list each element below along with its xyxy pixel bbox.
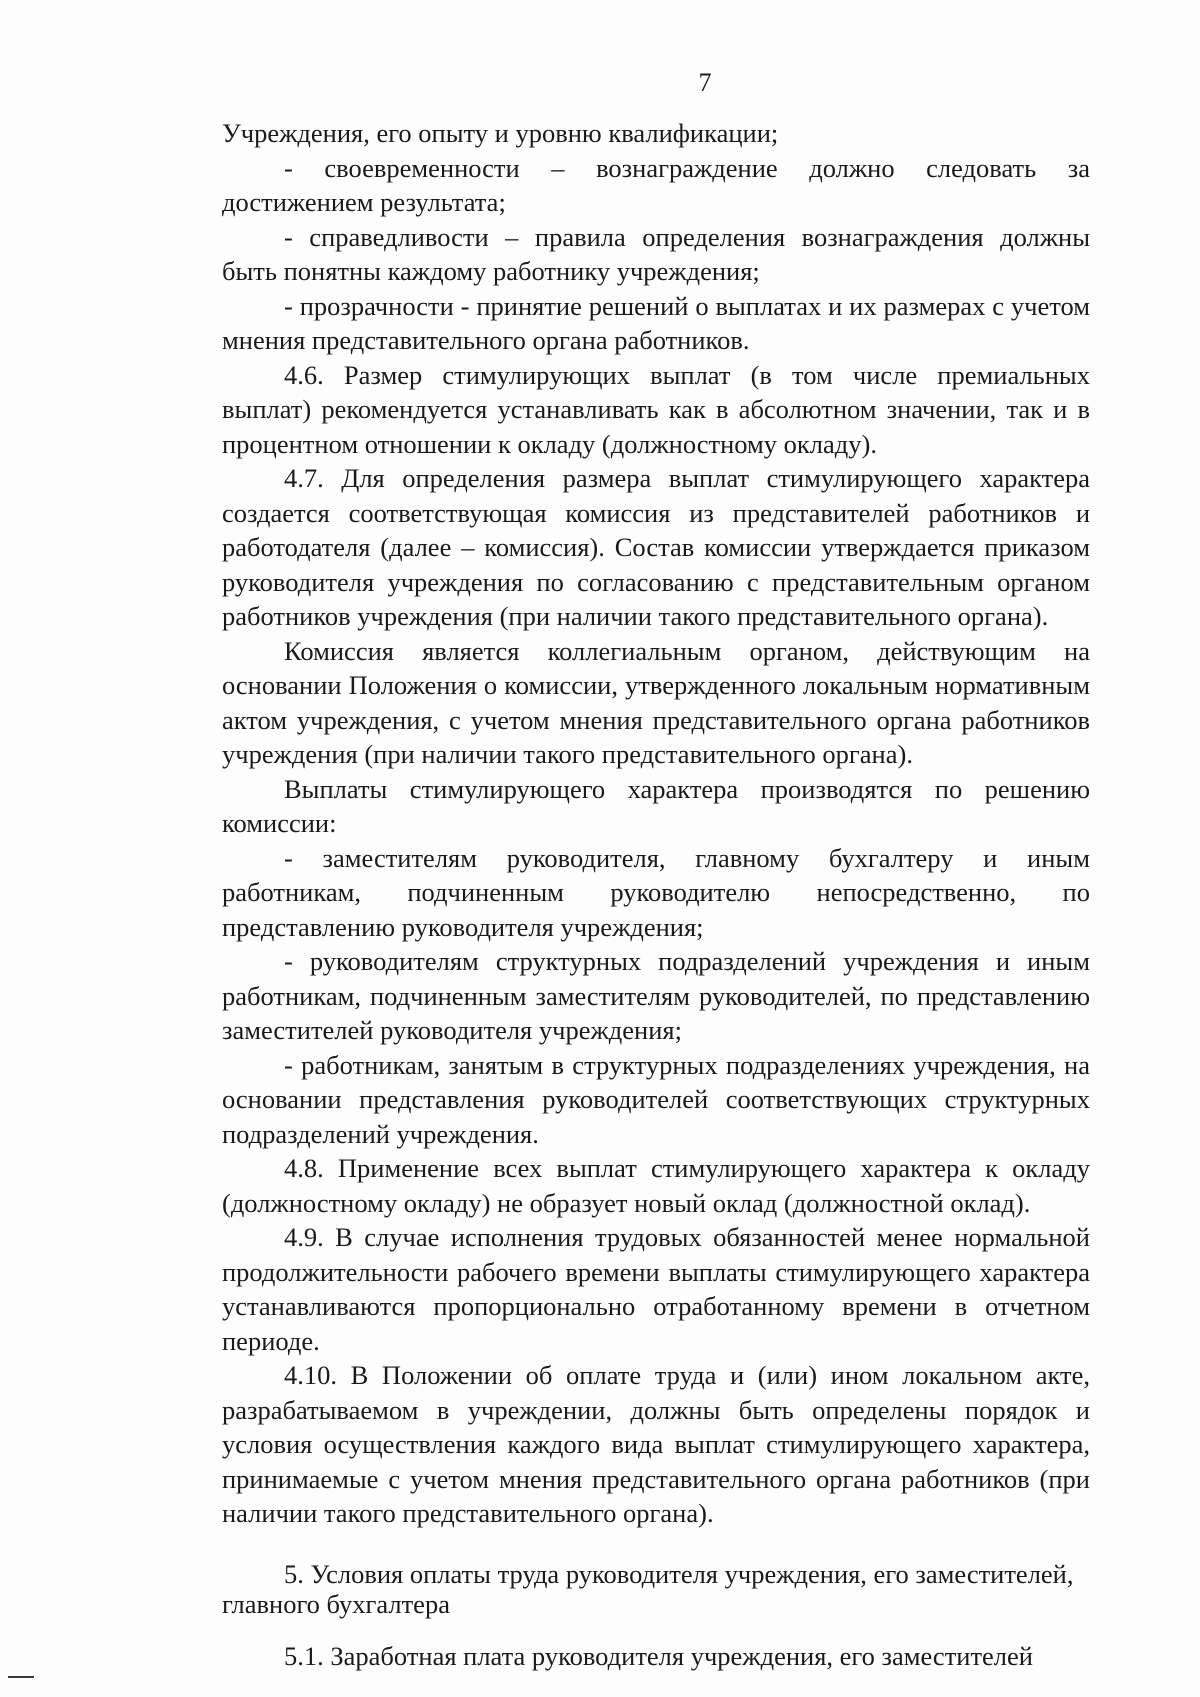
section-heading: 5. Условия оплаты труда руководителя учреждения, его заместителей, главного бухгалтера [222, 1558, 1074, 1619]
paragraph: 4.9. В случае исполнения трудовых обязанностей менее нормальной продолжительности рабочего времени выплаты стимулирующего характера устанавливаются пропорционально отработанному времени в отчетном периоде. [222, 1222, 1090, 1356]
paragraph: - своевременности – вознаграждение должно следовать за достижением результата; [222, 152, 1090, 217]
paragraph: 4.8. Применение всех выплат стимулирующего характера к окладу (должностному окладу) не образует новый оклад (должностной оклад). [222, 1153, 1090, 1218]
paragraph: Выплаты стимулирующего характера производятся по решению комиссии: [222, 773, 1090, 838]
paragraph: - руководителям структурных подразделений учреждения и иным работникам, подчиненным заместителям руководителей, по представлению заместителей руководителя учреждения; [222, 946, 1090, 1045]
paragraph: 5.1. Заработная плата руководителя учреждения, его заместителей [284, 1640, 1033, 1671]
paragraph: - работникам, занятым в структурных подразделениях учреждения, на основании представления руководителей соответствующих структурных подразделений учреждения. [222, 1049, 1090, 1149]
paragraph: - заместителям руководителя, главному бухгалтеру и иным работникам, подчиненным руководителю непосредственно, по представлению руководителя учреждения; [222, 842, 1090, 942]
scan-edge-mark [8, 1676, 34, 1678]
paragraph: 4.6. Размер стимулирующих выплат (в том числе премиальных выплат) рекомендуется устанавливать как в абсолютном значении, так и в процентном отношении к окладу (должностному окладу). [222, 359, 1090, 459]
paragraph: - прозрачности - принятие решений о выплатах и их размерах с учетом мнения представительного органа работников. [222, 290, 1090, 355]
paragraph: - справедливости – правила определения вознаграждения должны быть понятны каждому работнику учреждения; [222, 221, 1090, 286]
paragraph: 4.7. Для определения размера выплат стимулирующего характера создается соответствующая комиссия из представителей работников и работодателя (далее – комиссия). Состав комиссии утверждается приказом руководителя учреждения по согласованию с представительным органом работников учреждения (при наличии такого представительного органа). [222, 463, 1090, 631]
paragraph: Комиссия является коллегиальным органом, действующим на основании Положения о комиссии, утвержденного локальным нормативным актом учреждения, с учетом мнения представительного органа работников учреждения (при наличии такого представительного органа). [222, 635, 1090, 769]
page-number: 7 [698, 68, 712, 97]
paragraph: 4.10. В Положении об оплате труда и (или) ином локальном акте, разрабатываемом в учреждении, должны быть определены порядок и условия осуществления каждого вида выплат стимулирующего характера, принимаемые с учетом мнения представительного органа работников (при наличии такого представительного органа). [222, 1360, 1090, 1528]
document-body [222, 116, 1090, 1673]
paragraph: Учреждения, его опыту и уровню квалификации; [222, 118, 779, 148]
